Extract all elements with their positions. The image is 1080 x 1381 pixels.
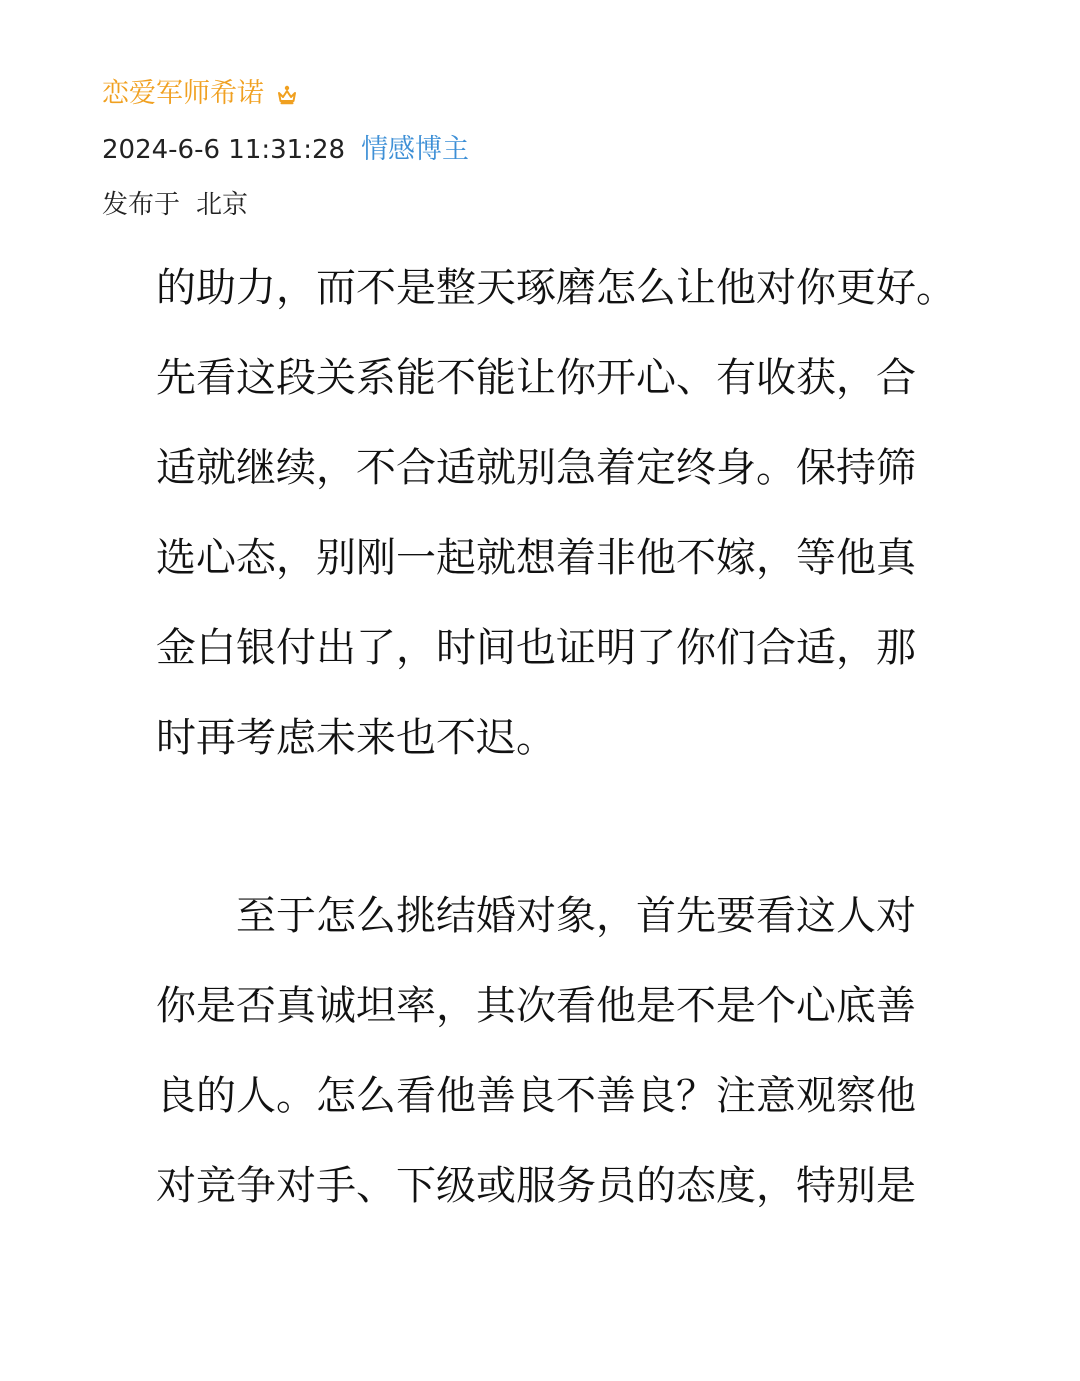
article-paragraph-1 [156,243,966,783]
post-meta [102,130,469,170]
text-line: 金白银付出了，时间也证明了你们合适，那 [156,625,916,671]
location-value: 北京 [196,190,249,220]
post-location [102,185,248,225]
text-line: 的助力，而不是整天琢磨怎么让他对你更好。 [156,265,956,311]
article-paragraph-2 [156,871,966,1231]
author-row [102,74,298,114]
crown-icon [276,84,298,106]
text-line: 至于怎么挑结婚对象，首先要看这人对 [156,893,916,939]
blogger-tag[interactable]: 情感博主 [361,134,470,165]
post-timestamp: 2024-6-6 11:31:28 [102,135,346,165]
text-line: 时再考虑未来也不迟。 [156,715,556,761]
text-line: 适就继续，不合适就别急着定终身。保持筛 [156,445,916,491]
text-line: 良的人。怎么看他善良不善良？注意观察他 [156,1073,916,1119]
text-line: 你是否真诚坦率，其次看他是不是个心底善 [156,983,916,1029]
author-name[interactable]: 恋爱军师希诺 [102,78,264,109]
text-line: 对竞争对手、下级或服务员的态度，特别是 [156,1163,916,1209]
text-line: 选心态，别刚一起就想着非他不嫁，等他真 [156,535,916,581]
location-label: 发布于 [102,190,181,220]
text-line: 先看这段关系能不能让你开心、有收获，合 [156,355,916,401]
